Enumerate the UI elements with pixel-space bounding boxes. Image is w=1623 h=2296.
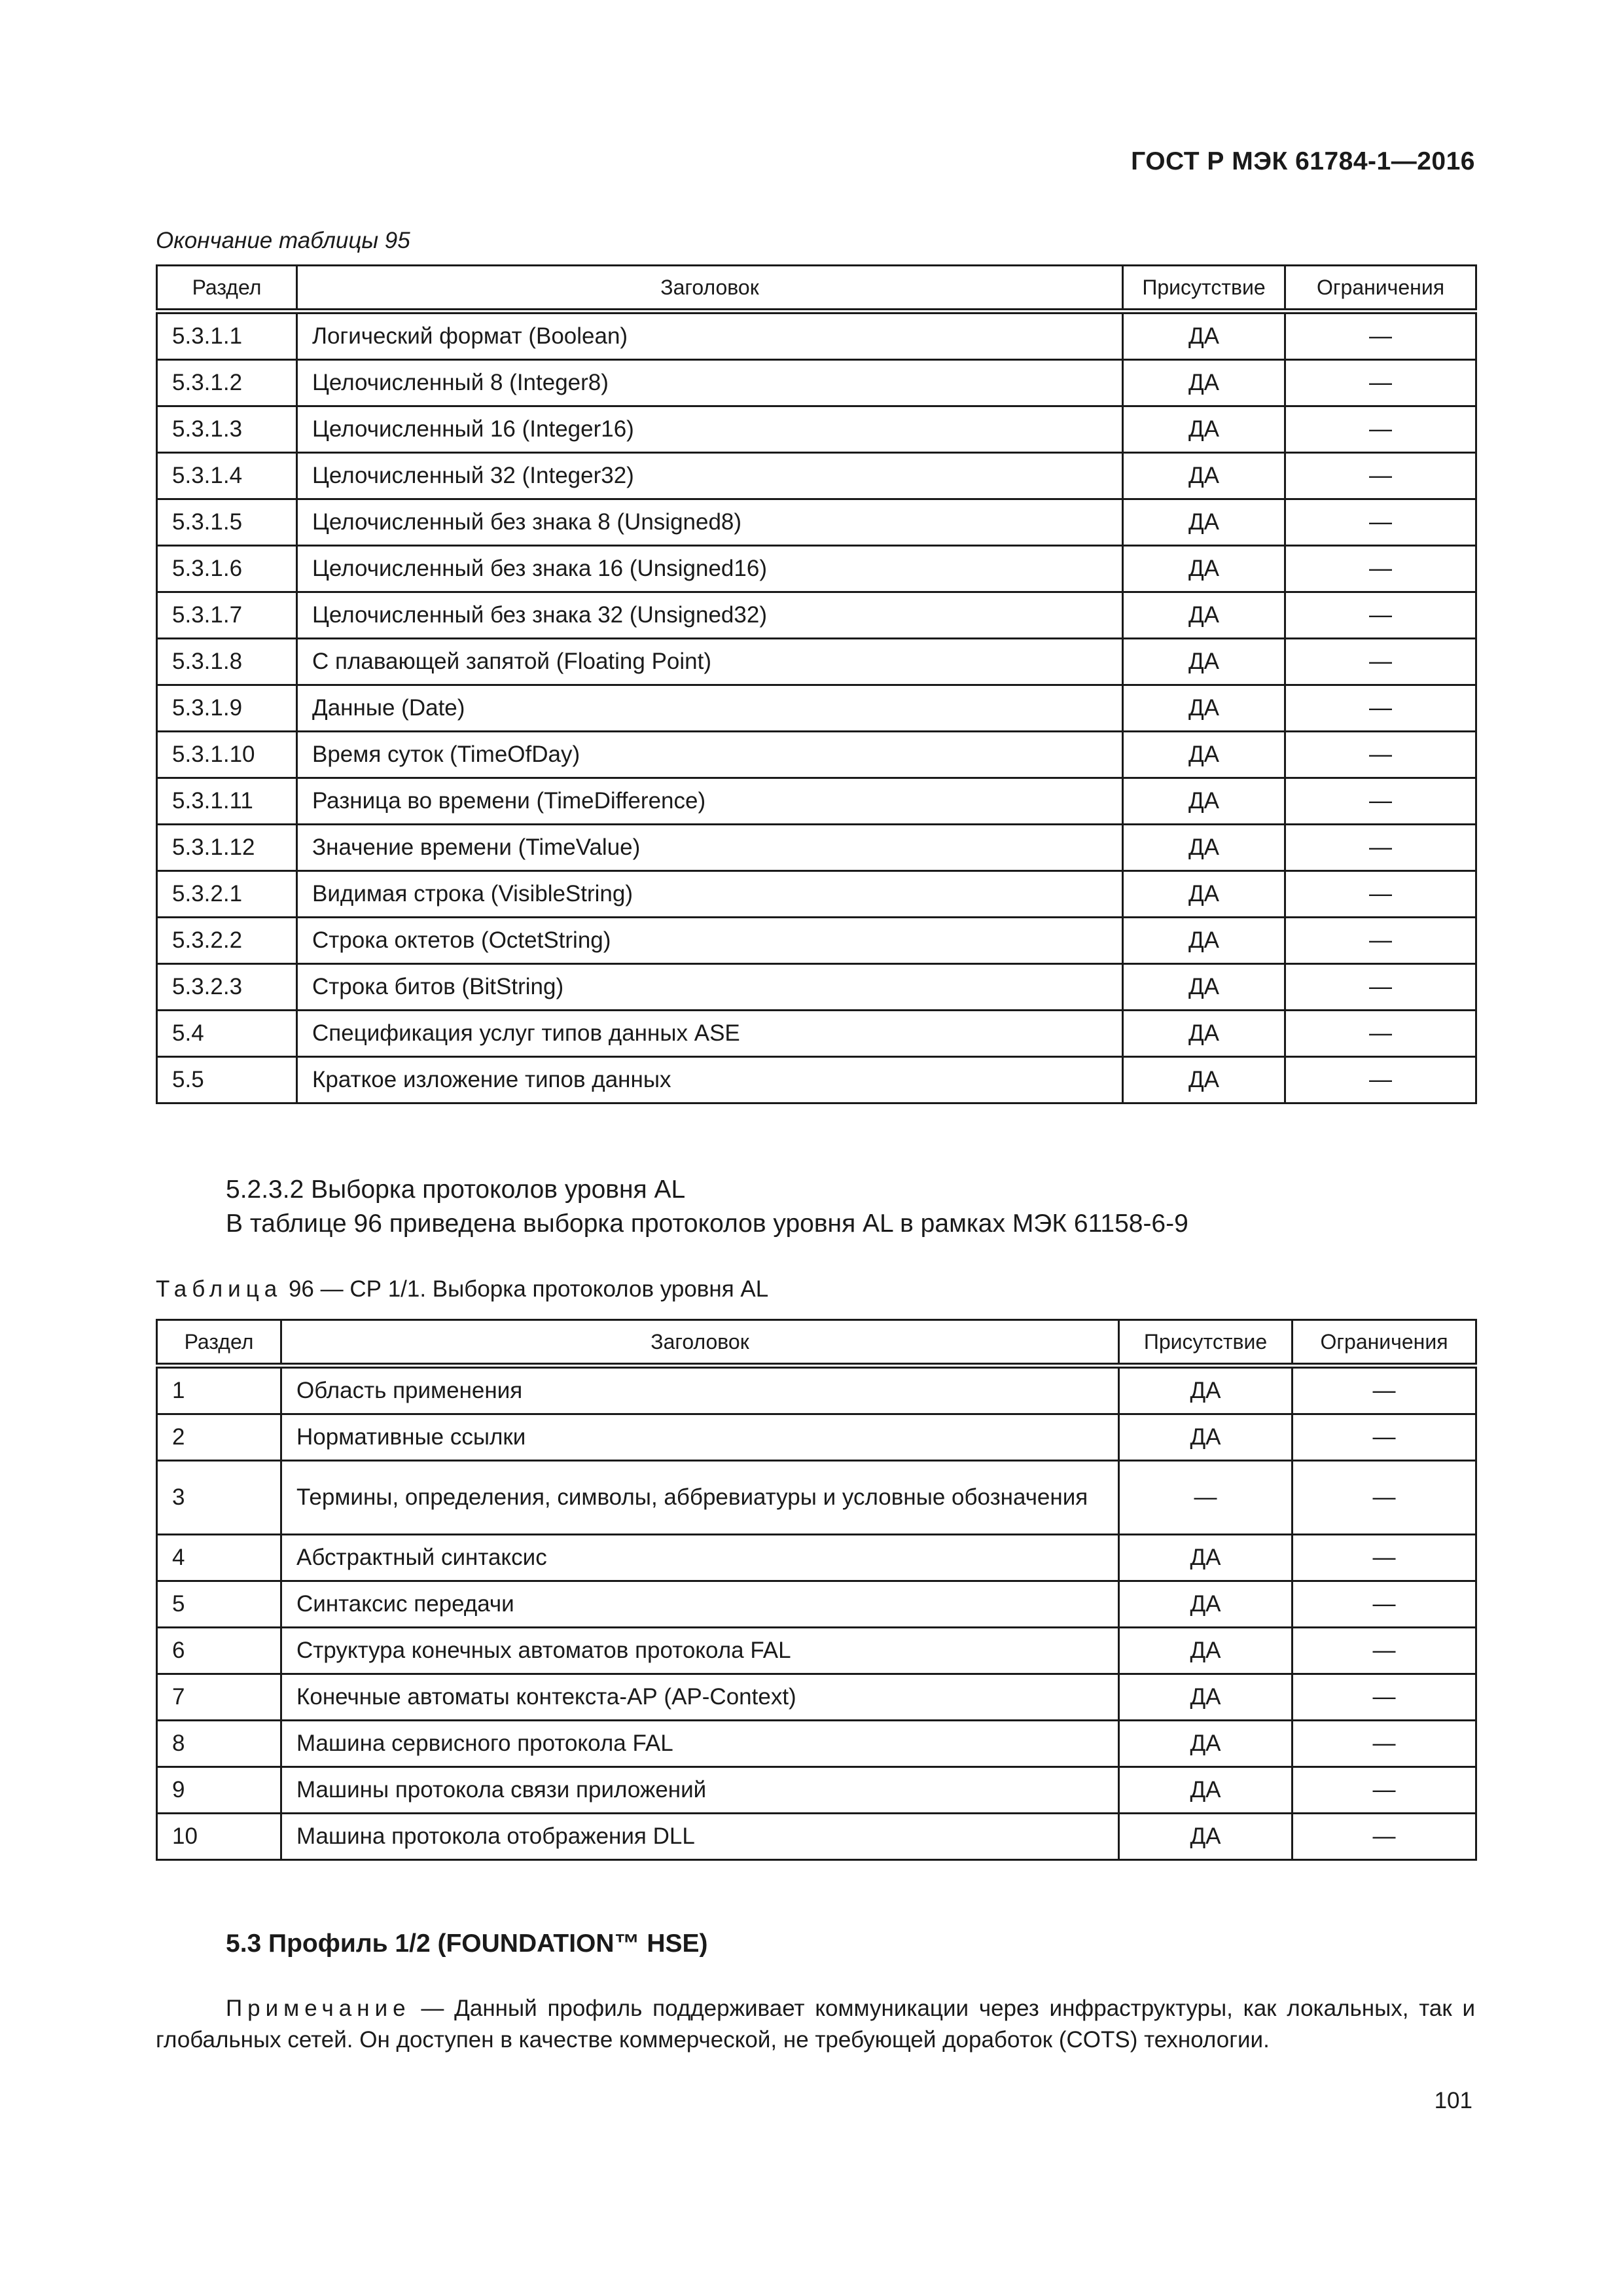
cell-title: Машина протокола отображения DLL — [281, 1814, 1119, 1860]
table-row — [157, 1535, 1476, 1581]
cell-section: 8 — [157, 1721, 281, 1767]
col-header-constraints: Ограничения — [1293, 1320, 1476, 1366]
document-standard-id: ГОСТ Р МЭК 61784-1—2016 — [1131, 147, 1475, 175]
cell-title: Время суток (TimeOfDay) — [297, 732, 1123, 778]
cell-title: Абстрактный синтаксис — [281, 1535, 1119, 1581]
cell-presence: ДА — [1123, 964, 1285, 1011]
cell-title: Строка октетов (OctetString) — [297, 918, 1123, 964]
cell-section: 5.3.2.2 — [157, 918, 297, 964]
section-5-2-3-2-heading: 5.2.3.2 Выборка протоколов уровня AL — [226, 1175, 686, 1204]
table-row — [157, 592, 1476, 639]
page-number: 101 — [1434, 2088, 1472, 2113]
cell-constraints: — — [1293, 1721, 1476, 1767]
cell-section: 5.3.1.11 — [157, 778, 297, 825]
cell-title: Структура конечных автоматов протокола FAL — [281, 1628, 1119, 1674]
cell-constraints: — — [1293, 1366, 1476, 1414]
table-row — [157, 1011, 1476, 1057]
cell-section: 5.5 — [157, 1057, 297, 1103]
table-row — [157, 1366, 1476, 1414]
table-row — [157, 1414, 1476, 1461]
table-row — [157, 1721, 1476, 1767]
cell-constraints: — — [1285, 546, 1476, 592]
note-label: Примечание — [226, 1996, 411, 2021]
cell-presence: ДА — [1119, 1414, 1293, 1461]
cell-presence: ДА — [1123, 1011, 1285, 1057]
table-95 — [156, 264, 1477, 1104]
cell-presence: ДА — [1123, 918, 1285, 964]
cell-constraints: — — [1293, 1628, 1476, 1674]
cell-presence: ДА — [1123, 546, 1285, 592]
cell-constraints: — — [1293, 1581, 1476, 1628]
cell-section: 5.3.1.3 — [157, 406, 297, 453]
table-row — [157, 546, 1476, 592]
cell-section: 7 — [157, 1674, 281, 1721]
cell-presence: ДА — [1119, 1366, 1293, 1414]
cell-title: Значение времени (TimeValue) — [297, 825, 1123, 871]
table-row — [157, 453, 1476, 499]
cell-presence: ДА — [1123, 360, 1285, 406]
cell-section: 5.3.2.1 — [157, 871, 297, 918]
col-header-section: Раздел — [157, 1320, 281, 1366]
cell-constraints: — — [1293, 1414, 1476, 1461]
cell-constraints: — — [1285, 685, 1476, 732]
cell-section: 9 — [157, 1767, 281, 1814]
table95-caption: Окончание таблицы 95 — [156, 228, 410, 253]
col-header-title: Заголовок — [297, 266, 1123, 312]
note-paragraph — [156, 1993, 1475, 2056]
cell-title: Синтаксис передачи — [281, 1581, 1119, 1628]
cell-title: Целочисленный без знака 8 (Unsigned8) — [297, 499, 1123, 546]
cell-title: Целочисленный без знака 32 (Unsigned32) — [297, 592, 1123, 639]
cell-section: 3 — [157, 1461, 281, 1535]
col-header-title: Заголовок — [281, 1320, 1119, 1366]
cell-constraints: — — [1285, 499, 1476, 546]
cell-constraints: — — [1285, 453, 1476, 499]
cell-constraints: — — [1285, 592, 1476, 639]
cell-constraints: — — [1293, 1461, 1476, 1535]
cell-title: Нормативные ссылки — [281, 1414, 1119, 1461]
table-row — [157, 1674, 1476, 1721]
cell-constraints: — — [1285, 1057, 1476, 1103]
cell-section: 5.3.1.5 — [157, 499, 297, 546]
cell-constraints: — — [1285, 406, 1476, 453]
cell-title: Целочисленный 16 (Integer16) — [297, 406, 1123, 453]
cell-presence: ДА — [1123, 592, 1285, 639]
cell-title: Данные (Date) — [297, 685, 1123, 732]
cell-presence: ДА — [1119, 1581, 1293, 1628]
cell-constraints: — — [1285, 778, 1476, 825]
cell-constraints: — — [1293, 1814, 1476, 1860]
cell-presence: ДА — [1119, 1535, 1293, 1581]
cell-section: 5.3.1.1 — [157, 312, 297, 360]
table95-header-row — [157, 266, 1476, 312]
cell-presence: ДА — [1123, 499, 1285, 546]
table-row — [157, 732, 1476, 778]
cell-title: Разница во времени (TimeDifference) — [297, 778, 1123, 825]
section-5-2-3-2-intro: В таблице 96 приведена выборка протоколов уровня AL в рамках МЭК 61158-6-9 — [226, 1210, 1188, 1238]
cell-section: 5.3.1.7 — [157, 592, 297, 639]
cell-presence: ДА — [1119, 1814, 1293, 1860]
cell-constraints: — — [1285, 964, 1476, 1011]
table-row — [157, 1628, 1476, 1674]
table-96 — [156, 1319, 1477, 1861]
cell-title: Машины протокола связи приложений — [281, 1767, 1119, 1814]
cell-presence: — — [1119, 1461, 1293, 1535]
col-header-presence: Присутствие — [1123, 266, 1285, 312]
cell-title: С плавающей запятой (Floating Point) — [297, 639, 1123, 685]
table-row — [157, 1461, 1476, 1535]
cell-section: 5.3.1.9 — [157, 685, 297, 732]
cell-constraints: — — [1293, 1767, 1476, 1814]
section-5-3-heading: 5.3 Профиль 1/2 (FOUNDATION™ HSE) — [226, 1929, 708, 1958]
cell-section: 5 — [157, 1581, 281, 1628]
table-row — [157, 825, 1476, 871]
cell-presence: ДА — [1123, 871, 1285, 918]
cell-presence: ДА — [1123, 406, 1285, 453]
cell-constraints: — — [1285, 312, 1476, 360]
cell-presence: ДА — [1123, 778, 1285, 825]
cell-section: 10 — [157, 1814, 281, 1860]
cell-presence: ДА — [1119, 1674, 1293, 1721]
cell-presence: ДА — [1119, 1721, 1293, 1767]
cell-section: 5.3.1.8 — [157, 639, 297, 685]
cell-section: 5.3.1.12 — [157, 825, 297, 871]
table-row — [157, 1814, 1476, 1860]
cell-constraints: — — [1285, 639, 1476, 685]
cell-title: Целочисленный 32 (Integer32) — [297, 453, 1123, 499]
cell-constraints: — — [1285, 732, 1476, 778]
cell-presence: ДА — [1123, 1057, 1285, 1103]
cell-section: 5.3.1.4 — [157, 453, 297, 499]
cell-section: 4 — [157, 1535, 281, 1581]
table-row — [157, 871, 1476, 918]
col-header-constraints: Ограничения — [1285, 266, 1476, 312]
cell-section: 5.3.1.2 — [157, 360, 297, 406]
table96-title-prefix: Таблица — [156, 1276, 283, 1302]
table96-header-row — [157, 1320, 1476, 1366]
cell-title: Краткое изложение типов данных — [297, 1057, 1123, 1103]
cell-constraints: — — [1285, 1011, 1476, 1057]
table-row — [157, 685, 1476, 732]
cell-section: 5.4 — [157, 1011, 297, 1057]
cell-presence: ДА — [1123, 685, 1285, 732]
table-row — [157, 406, 1476, 453]
cell-title: Целочисленный 8 (Integer8) — [297, 360, 1123, 406]
cell-section: 6 — [157, 1628, 281, 1674]
table-row — [157, 1767, 1476, 1814]
cell-constraints: — — [1285, 825, 1476, 871]
cell-title: Область применения — [281, 1366, 1119, 1414]
table-row — [157, 639, 1476, 685]
cell-presence: ДА — [1119, 1767, 1293, 1814]
table-row — [157, 360, 1476, 406]
cell-title: Термины, определения, символы, аббревиатуры и условные обозначения — [281, 1461, 1119, 1535]
col-header-presence: Присутствие — [1119, 1320, 1293, 1366]
cell-constraints: — — [1293, 1535, 1476, 1581]
table-row — [157, 964, 1476, 1011]
cell-presence: ДА — [1123, 453, 1285, 499]
cell-presence: ДА — [1119, 1628, 1293, 1674]
table-row — [157, 1581, 1476, 1628]
cell-section: 2 — [157, 1414, 281, 1461]
cell-title: Целочисленный без знака 16 (Unsigned16) — [297, 546, 1123, 592]
table-row — [157, 778, 1476, 825]
cell-section: 5.3.2.3 — [157, 964, 297, 1011]
table-row — [157, 918, 1476, 964]
cell-title: Спецификация услуг типов данных ASE — [297, 1011, 1123, 1057]
table-row — [157, 499, 1476, 546]
cell-presence: ДА — [1123, 312, 1285, 360]
table-row — [157, 312, 1476, 360]
table96-title-rest: 96 — СР 1/1. Выборка протоколов уровня AL — [288, 1276, 769, 1302]
table-row — [157, 1057, 1476, 1103]
cell-constraints: — — [1293, 1674, 1476, 1721]
cell-title: Строка битов (BitString) — [297, 964, 1123, 1011]
cell-title: Машина сервисного протокола FAL — [281, 1721, 1119, 1767]
cell-title: Видимая строка (VisibleString) — [297, 871, 1123, 918]
cell-presence: ДА — [1123, 639, 1285, 685]
cell-section: 5.3.1.6 — [157, 546, 297, 592]
cell-constraints: — — [1285, 360, 1476, 406]
cell-presence: ДА — [1123, 732, 1285, 778]
cell-title: Логический формат (Boolean) — [297, 312, 1123, 360]
note-text: — Данный профиль поддерживает коммуникации через инфраструктуры, как локальных, так и глобальных сетей. Он доступен в качестве коммерческой, не требующей доработок (COTS) технологии. — [156, 1996, 1475, 2053]
cell-presence: ДА — [1123, 825, 1285, 871]
table96-title — [156, 1276, 768, 1302]
cell-constraints: — — [1285, 871, 1476, 918]
col-header-section: Раздел — [157, 266, 297, 312]
cell-section: 1 — [157, 1366, 281, 1414]
cell-section: 5.3.1.10 — [157, 732, 297, 778]
cell-title: Конечные автоматы контекста-АР (AP-Context) — [281, 1674, 1119, 1721]
cell-constraints: — — [1285, 918, 1476, 964]
